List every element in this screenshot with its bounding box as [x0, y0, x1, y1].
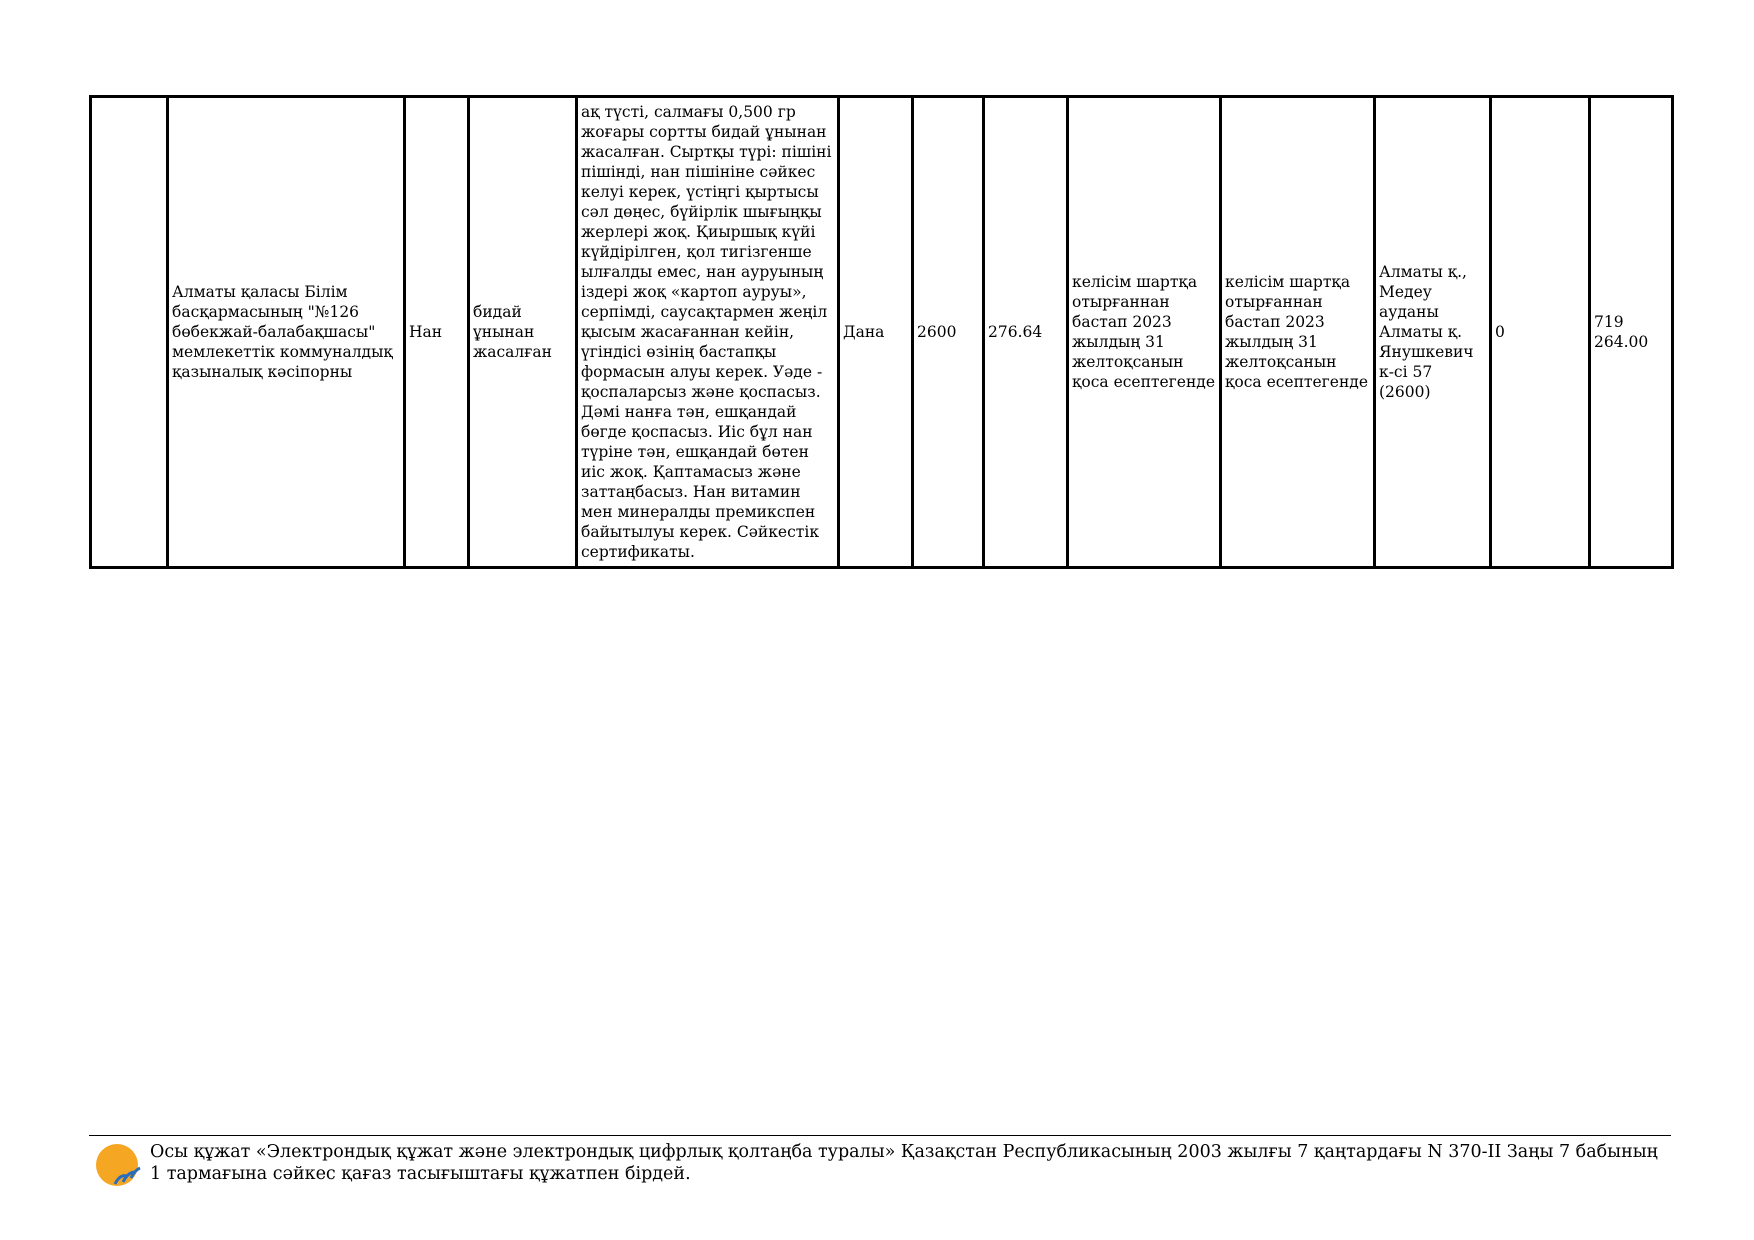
cell-price: 276.64: [984, 97, 1068, 568]
cell-name: Нан: [405, 97, 469, 568]
e-document-logo-icon: [93, 1140, 143, 1190]
cell-short-description: бидай ұнынан жасалған: [469, 97, 577, 568]
footer-legal-text: Осы құжат «Электрондық құжат және электрондық цифрлық қолтаңба туралы» Қазақстан Республикасының 2003 жылғы 7 қаңтардағы N 370-II Заңы 7 бабының 1 тармағына сәйкес қағаз тасығыштағы құжатпен бірдей.: [150, 1142, 1658, 1184]
cell-delivery-term: келісім шартқа отырғаннан бастап 2023 жылдың 31 желтоқсанын қоса есептегенде: [1068, 97, 1221, 568]
procurement-table-container: [89, 95, 1674, 569]
footer-divider: [89, 1135, 1671, 1136]
cell-customer: Алматы қаласы Білім басқармасының "№126 бөбекжай-балабақшасы" мемлекеттік коммуналдық қазыналық кәсіпорны: [168, 97, 405, 568]
cell-unit: Дана: [839, 97, 913, 568]
cell-delivery-place: Алматы қ., Медеу ауданы Алматы қ. Янушкевич к-сі 57 (2600): [1375, 97, 1491, 568]
cell-total: 719 264.00: [1590, 97, 1673, 568]
cell-delivery-term-2: келісім шартқа отырғаннан бастап 2023 жылдың 31 желтоқсанын қоса есептегенде: [1221, 97, 1375, 568]
procurement-table: [89, 95, 1674, 569]
cell-quantity: 2600: [913, 97, 984, 568]
cell-description: ақ түсті, салмағы 0,500 гр жоғары сортты бидай ұнынан жасалған. Сыртқы түрі: пішіні пішінді, нан пішініне сәйкес келуі керек, үстіңгі қыртысы сәл дөңес, бүйірлік шығыңқы жерлері жоқ. Қиыршық күйі күйдірілген, қол тигізгенше ылғалды емес, нан ауруының іздері жоқ «картоп ауруы», серпімді, саусақтармен жеңіл қысым жасағаннан кейін, үгіндісі өзінің бастапқы формасын алуы керек. Уәде - қоспаларсыз және қоспасыз. Дәмі нанға тән, ешқандай бөгде қоспасыз. Иіс бұл нан түріне тән, ешқандай бөтен иіс жоқ. Қаптамасыз және заттаңбасыз. Нан витамин мен минералды премикспен байытылуы керек. Сәйкестік сертификаты.: [577, 97, 839, 568]
cell-number: [91, 97, 168, 568]
cell-advance: 0: [1491, 97, 1590, 568]
table-row: [91, 97, 1673, 568]
